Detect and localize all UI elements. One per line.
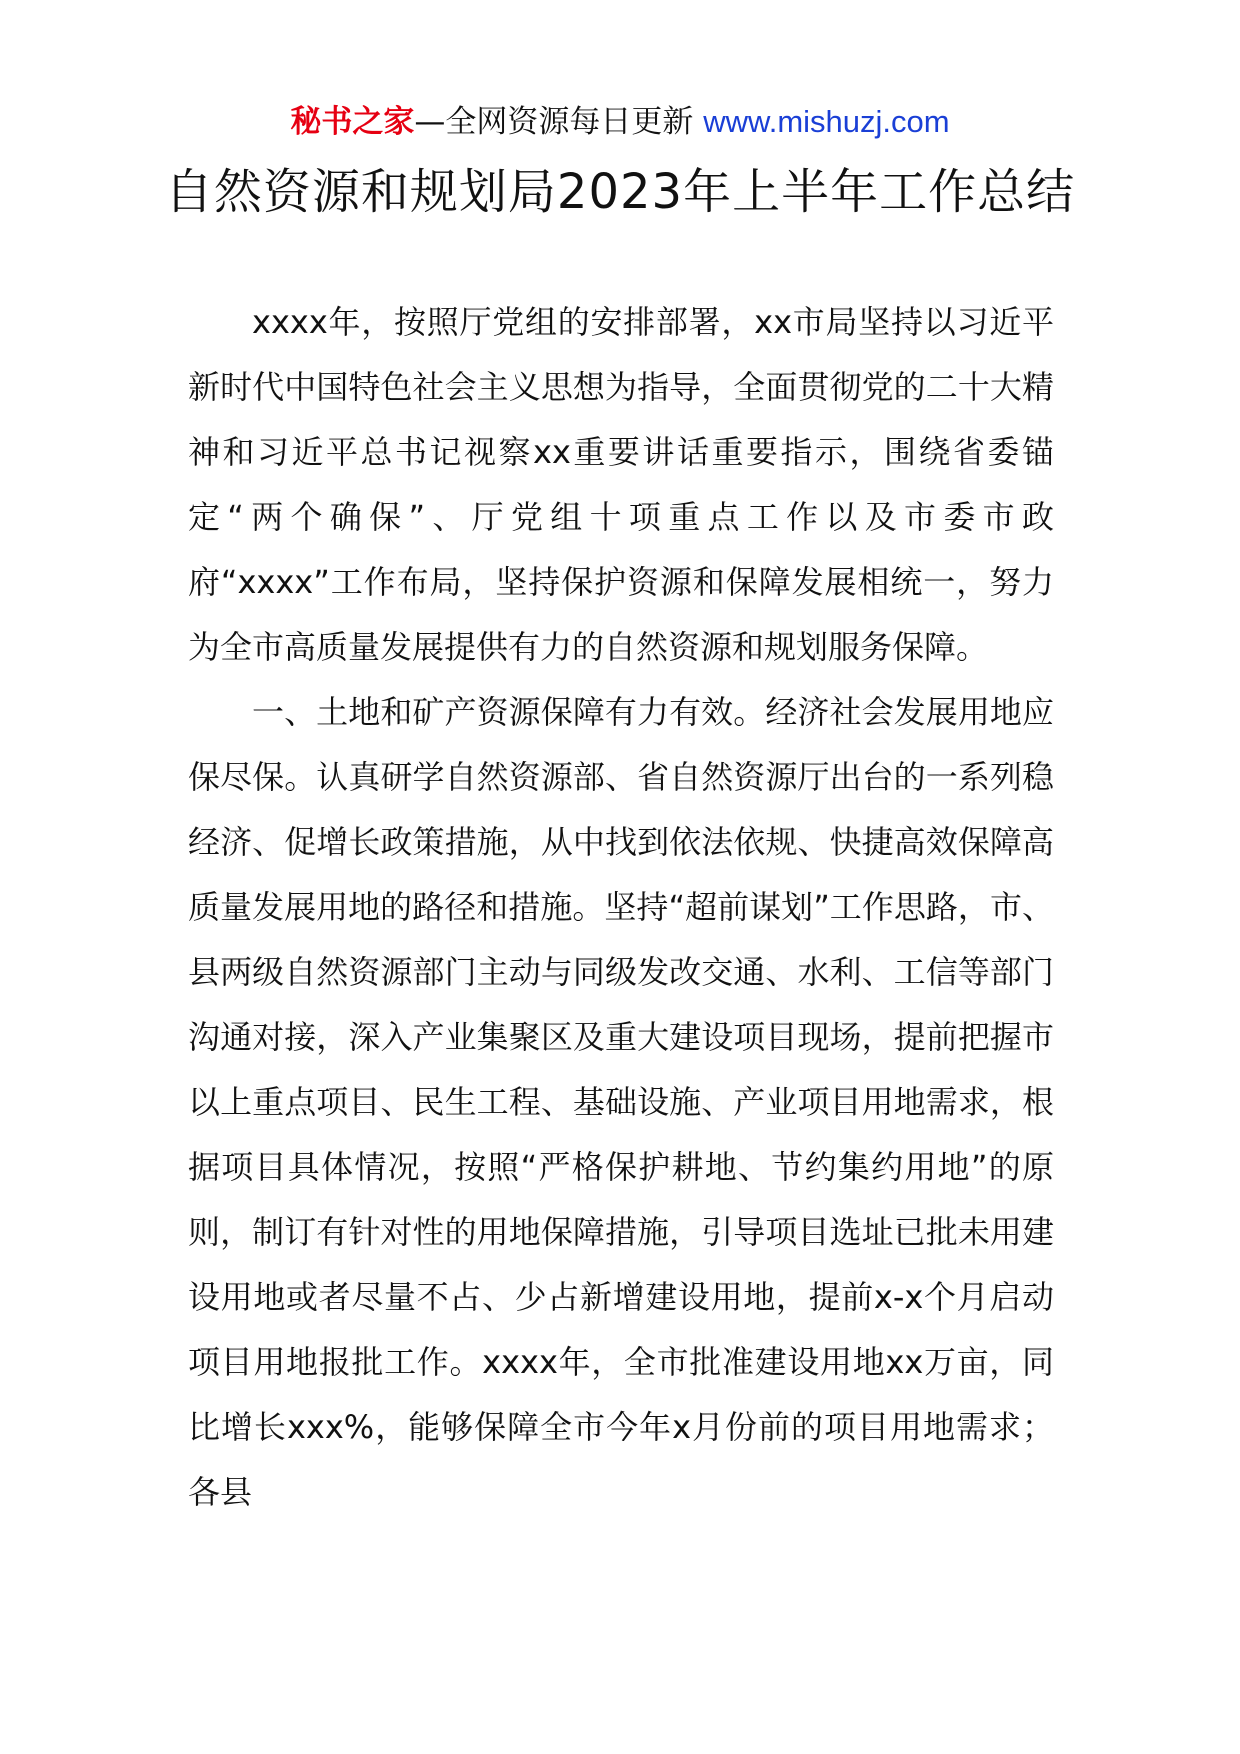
site-tagline: —全网资源每日更新	[414, 104, 704, 140]
site-url-link[interactable]: www.mishuzj.com	[703, 104, 950, 139]
document-body	[188, 290, 1054, 1525]
paragraph-intro: xxxx年，按照厅党组的安排部署，xx市局坚持以习近平新时代中国特色社会主义思想为指导，全面贯彻党的二十大精神和习近平总书记视察xx重要讲话重要指示，围绕省委锚定“两个确保”、厅党组十项重点工作以及市委市政府“xxxx”工作布局，坚持保护资源和保障发展相统一，努力为全市高质量发展提供有力的自然资源和规划服务保障。	[188, 303, 1054, 666]
site-name: 秘书之家	[290, 104, 415, 140]
paragraph-section-1: 一、土地和矿产资源保障有力有效。经济社会发展用地应保尽保。认真研学自然资源部、省自然资源厅出台的一系列稳经济、促增长政策措施，从中找到依法依规、快捷高效保障高质量发展用地的路径和措施。坚持“超前谋划”工作思路，市、县两级自然资源部门主动与同级发改交通、水利、工信等部门沟通对接，深入产业集聚区及重大建设项目现场，提前把握市以上重点项目、民生工程、基础设施、产业项目用地需求，根据项目具体情况，按照“严格保护耕地、节约集约用地”的原则，制订有针对性的用地保障措施，引导项目选址已批未用建设用地或者尽量不占、少占新增建设用地，提前x-x个月启动项目用地报批工作。xxxx年，全市批准建设用地xx万亩，同比增长xxx%，能够保障全市今年x月份前的项目用地需求；各县	[188, 693, 1054, 1511]
site-watermark-header	[0, 100, 1240, 144]
document-title: 自然资源和规划局2023年上半年工作总结	[164, 164, 1076, 220]
